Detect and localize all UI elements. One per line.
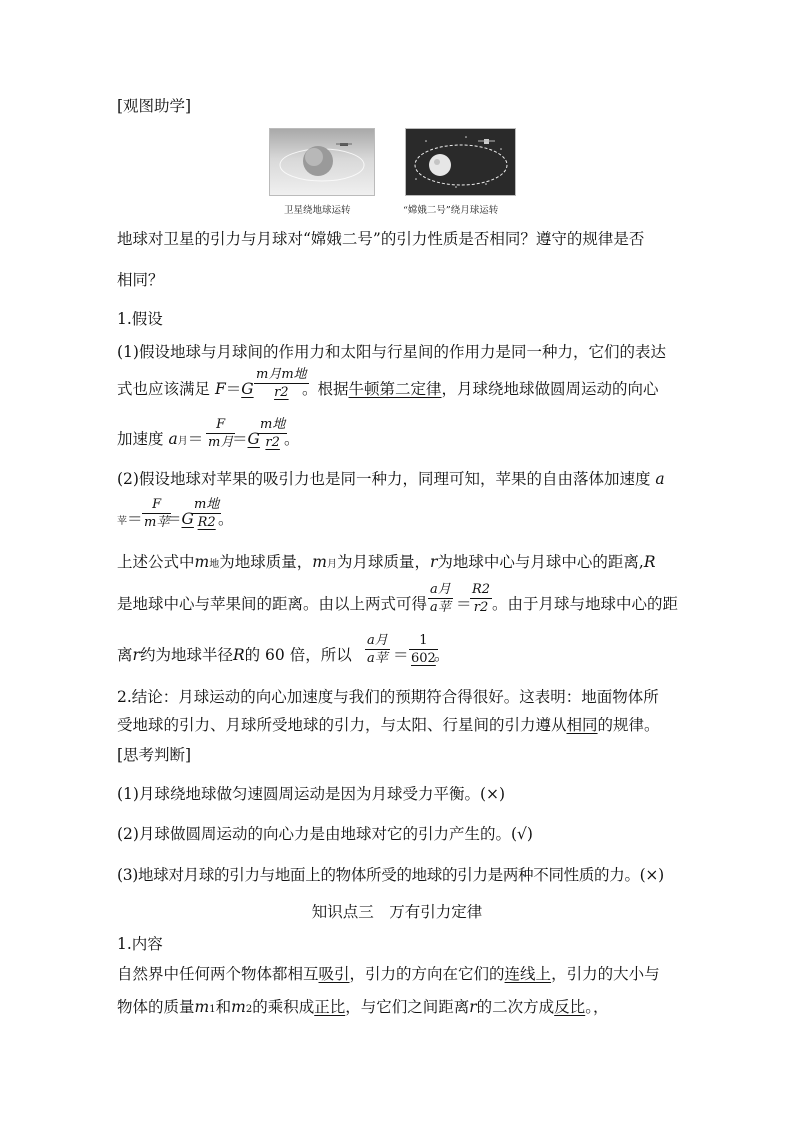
p3-line-b: 是地球中心与苹果间的距离。由以上两式可得	[117, 595, 428, 613]
section-heading-view: [观图助学]	[117, 97, 192, 115]
fraction-F-over-m-apple: F m苹	[144, 497, 170, 530]
fraction-a-moon-over-a-apple: a月 a苹	[430, 582, 451, 615]
p2-line-b: 苹＝	[117, 510, 143, 528]
image-caption: 卫星绕地球运转	[284, 205, 351, 216]
question-line-1: 地球对卫星的引力与月球对“嫦娥二号”的引力性质是否相同？遵守的规律是否	[117, 230, 645, 248]
fraction-F-over-m-moon: F m月	[208, 417, 234, 450]
heading-assume: 1.假设	[117, 310, 163, 328]
fraction-m-earth-over-r2: m地 r2	[260, 417, 286, 450]
period: 。	[218, 510, 234, 528]
judge-item-1: (1)月球绕地球做匀速圆周运动是因为月球受力平衡。(×)	[117, 785, 506, 803]
p1-line-b-rest: 。根据牛顿第二定律，月球绕地球做圆周运动的向心	[302, 380, 659, 398]
period: 。	[434, 646, 450, 664]
p2-line-b-eq: ＝G	[166, 510, 194, 528]
p1-line-c: 加速度 a月＝	[117, 430, 204, 448]
fraction-a-moon-over-a-apple: a月 a苹	[367, 633, 388, 666]
section-heading-think: [思考判断]	[117, 746, 192, 764]
fraction-gravity-moon-earth: m月m地 r2	[256, 367, 307, 400]
p4-line-a: 2.结论：月球运动的向心加速度与我们的预期符合得很好。这表明：地面物体所	[117, 688, 659, 706]
satellite-earth-image	[269, 128, 375, 196]
p3-line-b-rest: 。由于月球与地球中心的距	[492, 595, 679, 613]
p2-line-a: (2)假设地球对苹果的吸引力也是同一种力，同理可知，苹果的自由落体加速度 a	[117, 470, 665, 488]
period: 。	[284, 430, 300, 448]
p3-line-c: 离r约为地球半径R的 60 倍，所以	[117, 646, 352, 664]
p4-line-b: 受地球的引力、月球所受地球的引力，与太阳、行星间的引力遵从相同的规律。	[117, 716, 660, 734]
p1-line-b: 式也应该满足 F＝G	[117, 380, 254, 398]
judge-item-3: (3)地球对月球的引力与地面上的物体所受的地球的引力是两种不同性质的力。(×)	[117, 866, 664, 884]
image-caption: “嫦娥二号”绕月球运转	[403, 205, 499, 216]
fraction-m-earth-over-R2: m地 R2	[194, 497, 220, 530]
fraction-R2-over-r2: R2 r2	[472, 582, 491, 615]
p5-line-a: 自然界中任何两个物体都相互吸引，引力的方向在它们的连线上，引力的大小与	[117, 965, 660, 983]
judge-item-2: (2)月球做圆周运动的向心力是由地球对它的引力产生的。(√)	[117, 825, 533, 843]
p5-line-b: 物体的质量m1和m2的乘积成正比，与它们之间距离r的二次方成反比。，	[117, 998, 609, 1016]
p3-line-a: 上述公式中m地为地球质量，m月为月球质量，r为地球中心与月球中心的距离,R	[117, 553, 656, 571]
question-line-2: 相同？	[117, 271, 164, 289]
fraction-1-over-60-squared: 1 602	[411, 633, 436, 666]
change2-moon-image	[405, 128, 516, 196]
equals-sign: ＝	[456, 595, 472, 613]
heading-content: 1.内容	[117, 935, 163, 953]
p1-line-c-eq: ＝G	[232, 430, 260, 448]
equals-sign: ＝	[393, 646, 409, 664]
knowledge-point-title: 知识点三 万有引力定律	[311, 903, 483, 921]
p1-line-a: (1)假设地球与月球间的作用力和太阳与行星间的作用力是同一种力，它们的表达	[117, 343, 666, 361]
